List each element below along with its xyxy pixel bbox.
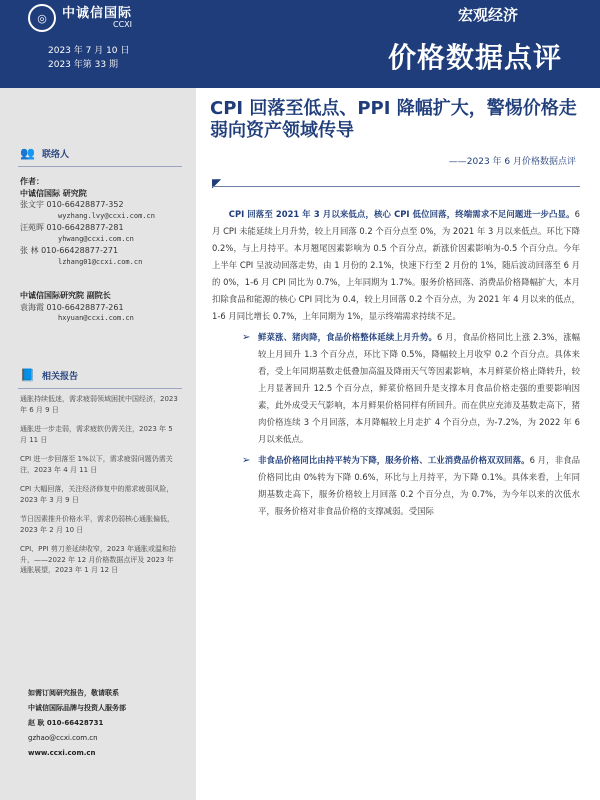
- contact-line: 如需订阅研究报告，敬请联系: [28, 689, 119, 697]
- bullet-arrow-icon: ➢: [242, 332, 251, 343]
- bullet-lead: 鲜菜涨、猪肉降，食品价格整体延续上月升势。: [258, 332, 437, 342]
- related-reports-list: [20, 394, 180, 585]
- category-label: 宏观经济: [457, 6, 518, 24]
- author-line: 张文宇 010-66428877-352: [20, 200, 124, 209]
- subscription-contact: [28, 686, 188, 761]
- series-title: 价格数据点评: [387, 41, 562, 74]
- title-divider: [212, 186, 580, 187]
- page-subtitle: ——2023 年 6 月价格数据点评: [448, 157, 576, 167]
- contact-email[interactable]: gzhao@ccxi.com.cn: [28, 734, 98, 742]
- logo-name-en: CCXI: [113, 19, 133, 29]
- sidebar-divider: [18, 166, 182, 167]
- related-label: 相关报告: [42, 371, 79, 382]
- vp-email[interactable]: hxyuan@ccxi.com.cn: [58, 314, 134, 322]
- report-issue: 2023 年第 33 期: [48, 60, 118, 70]
- report-date-block: [48, 44, 129, 72]
- report-body: [212, 206, 580, 524]
- author-email[interactable]: yhwang@ccxi.com.cn: [58, 234, 134, 243]
- bullet-text: 6 月，非食品价格同比由 0%转为下降 0.6%，环比与上月持平，为下降 0.1%。具体来看，上年同期基数走高下，服务价格较上月回落 0.2 个百分点，为 0.7%，为今年以来的次低水平，服务价格对非食品价格的支撑减弱。受国际: [258, 455, 581, 516]
- bullet-lead: 非食品价格同比由持平转为下降，服务价格、工业消费品价格双双回落。: [258, 455, 530, 465]
- related-report-item[interactable]: 通胀进一步走弱，需求疲软仍需关注，2023 年 5 月 11 日: [20, 425, 173, 444]
- bullet-text: 6 月，食品价格同比上涨 2.3%，涨幅较上月回升 1.3 个百分点，环比下降 0.5%，降幅较上月收窄 0.2 个百分点。具体来看，受上年同期基数走低叠加高温及降雨天气等因素影响，本月鲜菜价格止降转升，较上月显著回升 12.5 个百分点，鲜菜价格回升是支撑本月食品价格走强的重要影响因素，此外成受天气影响，本月鲜果价格同样有所回升。而在供应充沛及基数走高下，猪肉价格连续 3 个月回落，本月降幅较上月走扩 4 个百分点，为-7.2%，为 2022 年 6 月以来低点。: [258, 332, 581, 444]
- related-report-item[interactable]: 通胀持续低迷，需求疲弱领域困扰中国经济，2023 年 6 月 9 日: [20, 395, 178, 414]
- related-report-item[interactable]: CPI 进一步回落至 1%以下，需求疲弱问题仍需关注，2023 年 4 月 11 日: [20, 455, 173, 474]
- author-email[interactable]: wyzhang.lvy@ccxi.com.cn: [58, 211, 155, 220]
- logo-emblem-icon: ◎: [28, 4, 56, 32]
- authors-block: [20, 176, 180, 325]
- contact-website[interactable]: www.ccxi.com.cn: [28, 749, 96, 757]
- logo-name-cn: 中诚信国际: [62, 5, 133, 21]
- sidebar-divider: [18, 388, 182, 389]
- bullet-arrow-icon: ➢: [242, 455, 251, 466]
- author-line: 张 林 010-66428877-271: [20, 246, 119, 255]
- bullet-item: [242, 452, 580, 520]
- author-line: 汪苑晖 010-66428877-281: [20, 223, 124, 232]
- page-title: CPI 回落至低点、PPI 降幅扩大，警惕价格走弱向资产领域传导: [210, 98, 577, 141]
- people-icon: 👥: [20, 146, 35, 160]
- brand-logo: [28, 4, 132, 32]
- related-report-item[interactable]: CPI、PPI 剪刀差延续收窄，2023 年通胀或温和抬升，——2022 年 12 月价格数据点评及 2023 年通胀展望，2023 年 1 月 12 日: [20, 545, 176, 574]
- related-heading: [20, 368, 78, 382]
- report-date: 2023 年 7 月 10 日: [48, 46, 130, 56]
- vp-line: 袁海霞 010-66428877-261: [20, 302, 124, 312]
- related-report-item[interactable]: 节日因素推升价格水平，需求仍弱核心通胀偏低，2023 年 2 月 10 日: [20, 515, 174, 534]
- org-name: 中诚信国际 研究院: [20, 188, 87, 198]
- contacts-heading: [20, 146, 69, 160]
- section-arrow-icon: ◤: [212, 176, 222, 190]
- related-report-item[interactable]: CPI 大幅回落，关注经济修复中的需求疲弱风险，2023 年 3 月 9 日: [20, 485, 174, 504]
- body-paragraph: [212, 206, 580, 325]
- vp-org: 中诚信国际研究院 副院长: [20, 291, 111, 300]
- contact-line: 中诚信国际品牌与投资人服务部: [28, 704, 126, 712]
- contact-line: 赵 耿 010-66428731: [28, 719, 104, 727]
- authors-label: 作者：: [20, 177, 44, 186]
- paragraph-lead: CPI 回落至 2021 年 3 月以来低点，核心 CPI 低位回落，终端需求不足问题进一步凸显。: [228, 209, 575, 219]
- bullet-item: [242, 329, 580, 448]
- author-email[interactable]: lzhang01@ccxi.com.cn: [58, 257, 143, 266]
- paragraph-text: 6 月 CPI 未能延续上月升势，较上月回落 0.2 个百分点至 0%，为 2021 年 3 月以来低点。环比下降 0.2%，与上月持平。本月翘尾因素影响为 0.5 个百分点，新涨价因素影响为-0.5 个百分点。今年上半年 CPI 呈波动回落走势，由 1 月份的 2.1%，快速下行至 2 月份的 1%，随后波动回落至 6 月的 0%，1-6 月 CPI 同比为 0.7%，上年同期为 1.7%。服务价格回落、消费品价格降幅扩大，本月扣除食品和能源的核心 CPI 同比为 0.4，较上月回落 0.2 个百分点，为 2021 年 4 月以来的低点，1-6 月同比增长 0.7%，上年同期为 1%，显示终端需求持续不足。: [212, 209, 580, 321]
- book-icon: 📘: [20, 368, 35, 382]
- contacts-label: 联络人: [42, 149, 70, 160]
